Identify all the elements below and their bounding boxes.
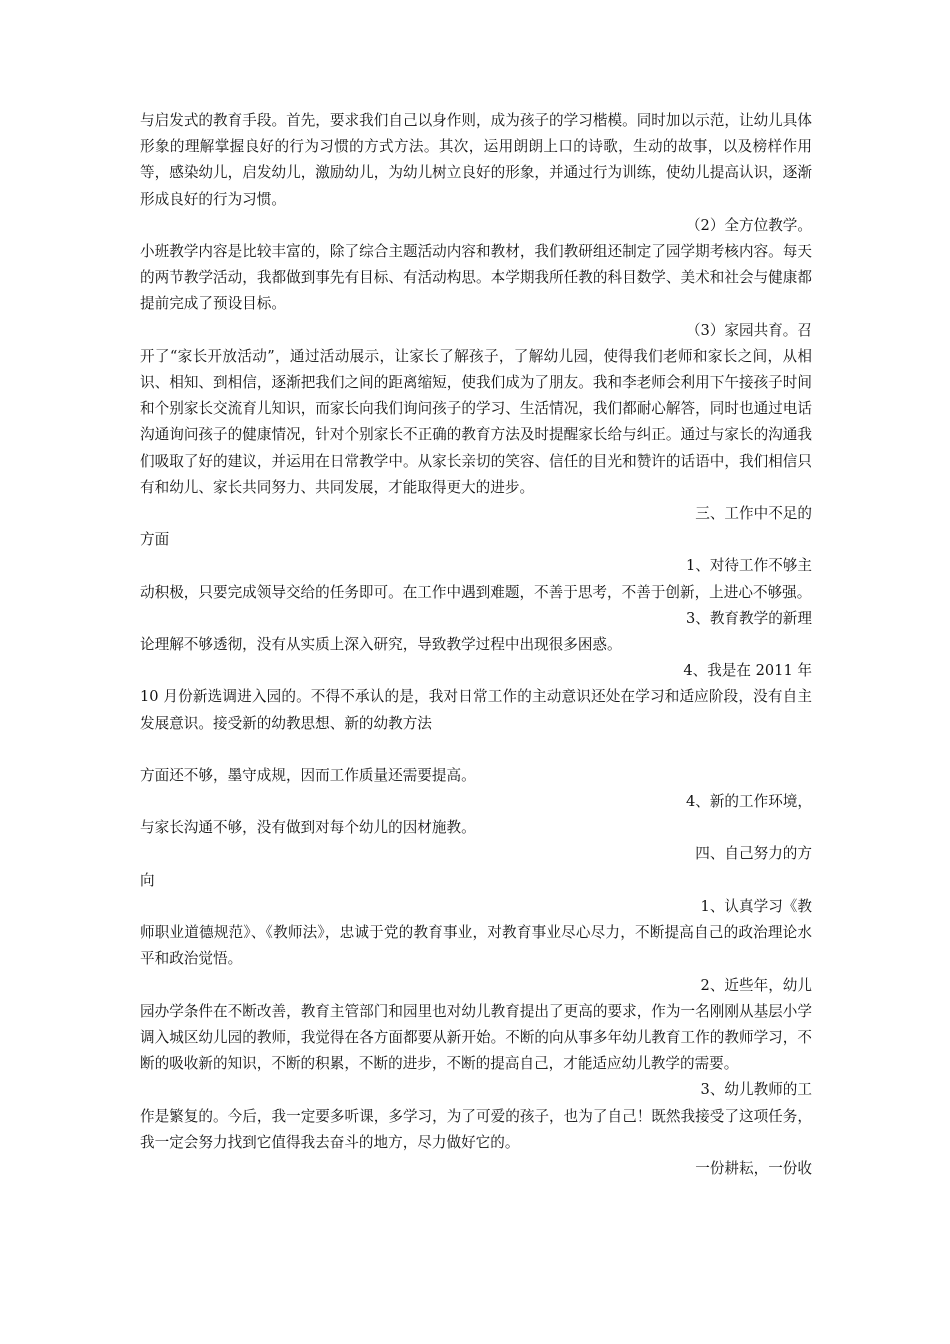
paragraph: 园办学条件在不断改善，教育主管部门和园里也对幼儿教育提出了更高的要求，作为一名刚刚从基层小学调入城区幼儿园的教师，我觉得在各方面都要从新开始。不断的向从事多年幼儿教育工作的教师学习，不断的吸收新的知识，不断的积累，不断的进步，不断的提高自己，才能适应幼儿教学的需要。 [140,1002,812,1073]
section-heading: （2）全方位教学。 [685,216,812,234]
section-heading: （3）家园共育。召 [685,321,812,339]
paragraph: 与启发式的教育手段。首先，要求我们自己以身作则，成为孩子的学习楷模。同时加以示范，让幼儿具体形象的理解掌握良好的行为习惯的方式方法。其次，运用朗朗上口的诗歌，生动的故事，以及榜样作用等，感染幼儿，启发幼儿，激励幼儿，为幼儿树立良好的形象，并通过行为训练，使幼儿提高认识，逐渐形成良好的行为习惯。 [140,112,812,208]
section-heading: 四、自己努力的方 [695,845,812,863]
paragraph: 小班教学内容是比较丰富的，除了综合主题活动内容和教材，我们教研组还制定了园学期考核内容。每天的两节教学活动，我都做到事先有目标、有活动构思。本学期我所任教的科目数学、美术和社会与健康都提前完成了预设目标。 [140,243,812,313]
section-heading: 4、新的工作环境， [685,793,812,811]
paragraph: 作是繁复的。今后，我一定要多听课，多学习，为了可爱的孩子，也为了自己！既然我接受了这项任务，我一定会努力找到它值得我去奋斗的地方，尽力做好它的。 [140,1107,812,1151]
section-heading: 3、幼儿教师的工 [700,1081,812,1099]
paragraph: 开了“家长开放活动”，通过活动展示，让家长了解孩子，了解幼儿园，使得我们老师和家长之间，从相识、相知、到相信，逐渐把我们之间的距离缩短，使我们成为了朋友。我和李老师会利用下午接孩子时间和个别家长交流育儿知识，而家长向我们询问孩子的学习、生活情况，我们都耐心解答，同时也通过电话沟通询问孩子的健康情况，针对个别家长不正确的教育方法及时提醒家长给与纠正。通过与家长的沟通我们吸取了好的建议，并运用在日常教学中。从家长亲切的笑容、信任的目光和赞许的话语中，我们相信只有和幼儿、家长共同努力、共同发展，才能取得更大的进步。 [140,347,812,496]
paragraph: 与家长沟通不够，没有做到对每个幼儿的因材施教。 [140,819,476,837]
paragraph: 10 月份新选调进入园的。不得不承认的是，我对日常工作的主动意识还处在学习和适应阶段，没有自主发展意识。接受新的幼教思想、新的幼教方法 [140,688,812,732]
paragraph-gap [140,737,812,763]
paragraph: 论理解不够透彻，没有从实质上深入研究，导致教学过程中出现很多困惑。 [140,636,622,654]
section-heading: 1、对待工作不够主 [685,557,812,575]
paragraph: 方面 [140,531,170,549]
section-heading: 三、工作中不足的 [695,505,812,523]
section-heading: 1、认真学习《教 [700,897,812,915]
paragraph: 师职业道德规范》、《教师法》，忠诚于党的教育事业，对教育事业尽心尽力，不断提高自己的政治理论水平和政治觉悟。 [140,924,812,968]
paragraph: 方面还不够，墨守成规，因而工作质量还需要提高。 [140,766,476,784]
section-heading: 3、教育教学的新理 [685,609,812,627]
paragraph: 向 [140,871,155,889]
section-heading: 2、近些年，幼儿 [700,976,812,994]
section-heading: 4、我是在 2011 年 [683,662,812,680]
paragraph: 动积极，只要完成领导交给的任务即可。在工作中遇到难题，不善于思考，不善于创新，上进心不够强。 [140,583,812,601]
section-heading: 一份耕耘，一份收 [695,1159,812,1177]
document-page [140,108,812,1182]
